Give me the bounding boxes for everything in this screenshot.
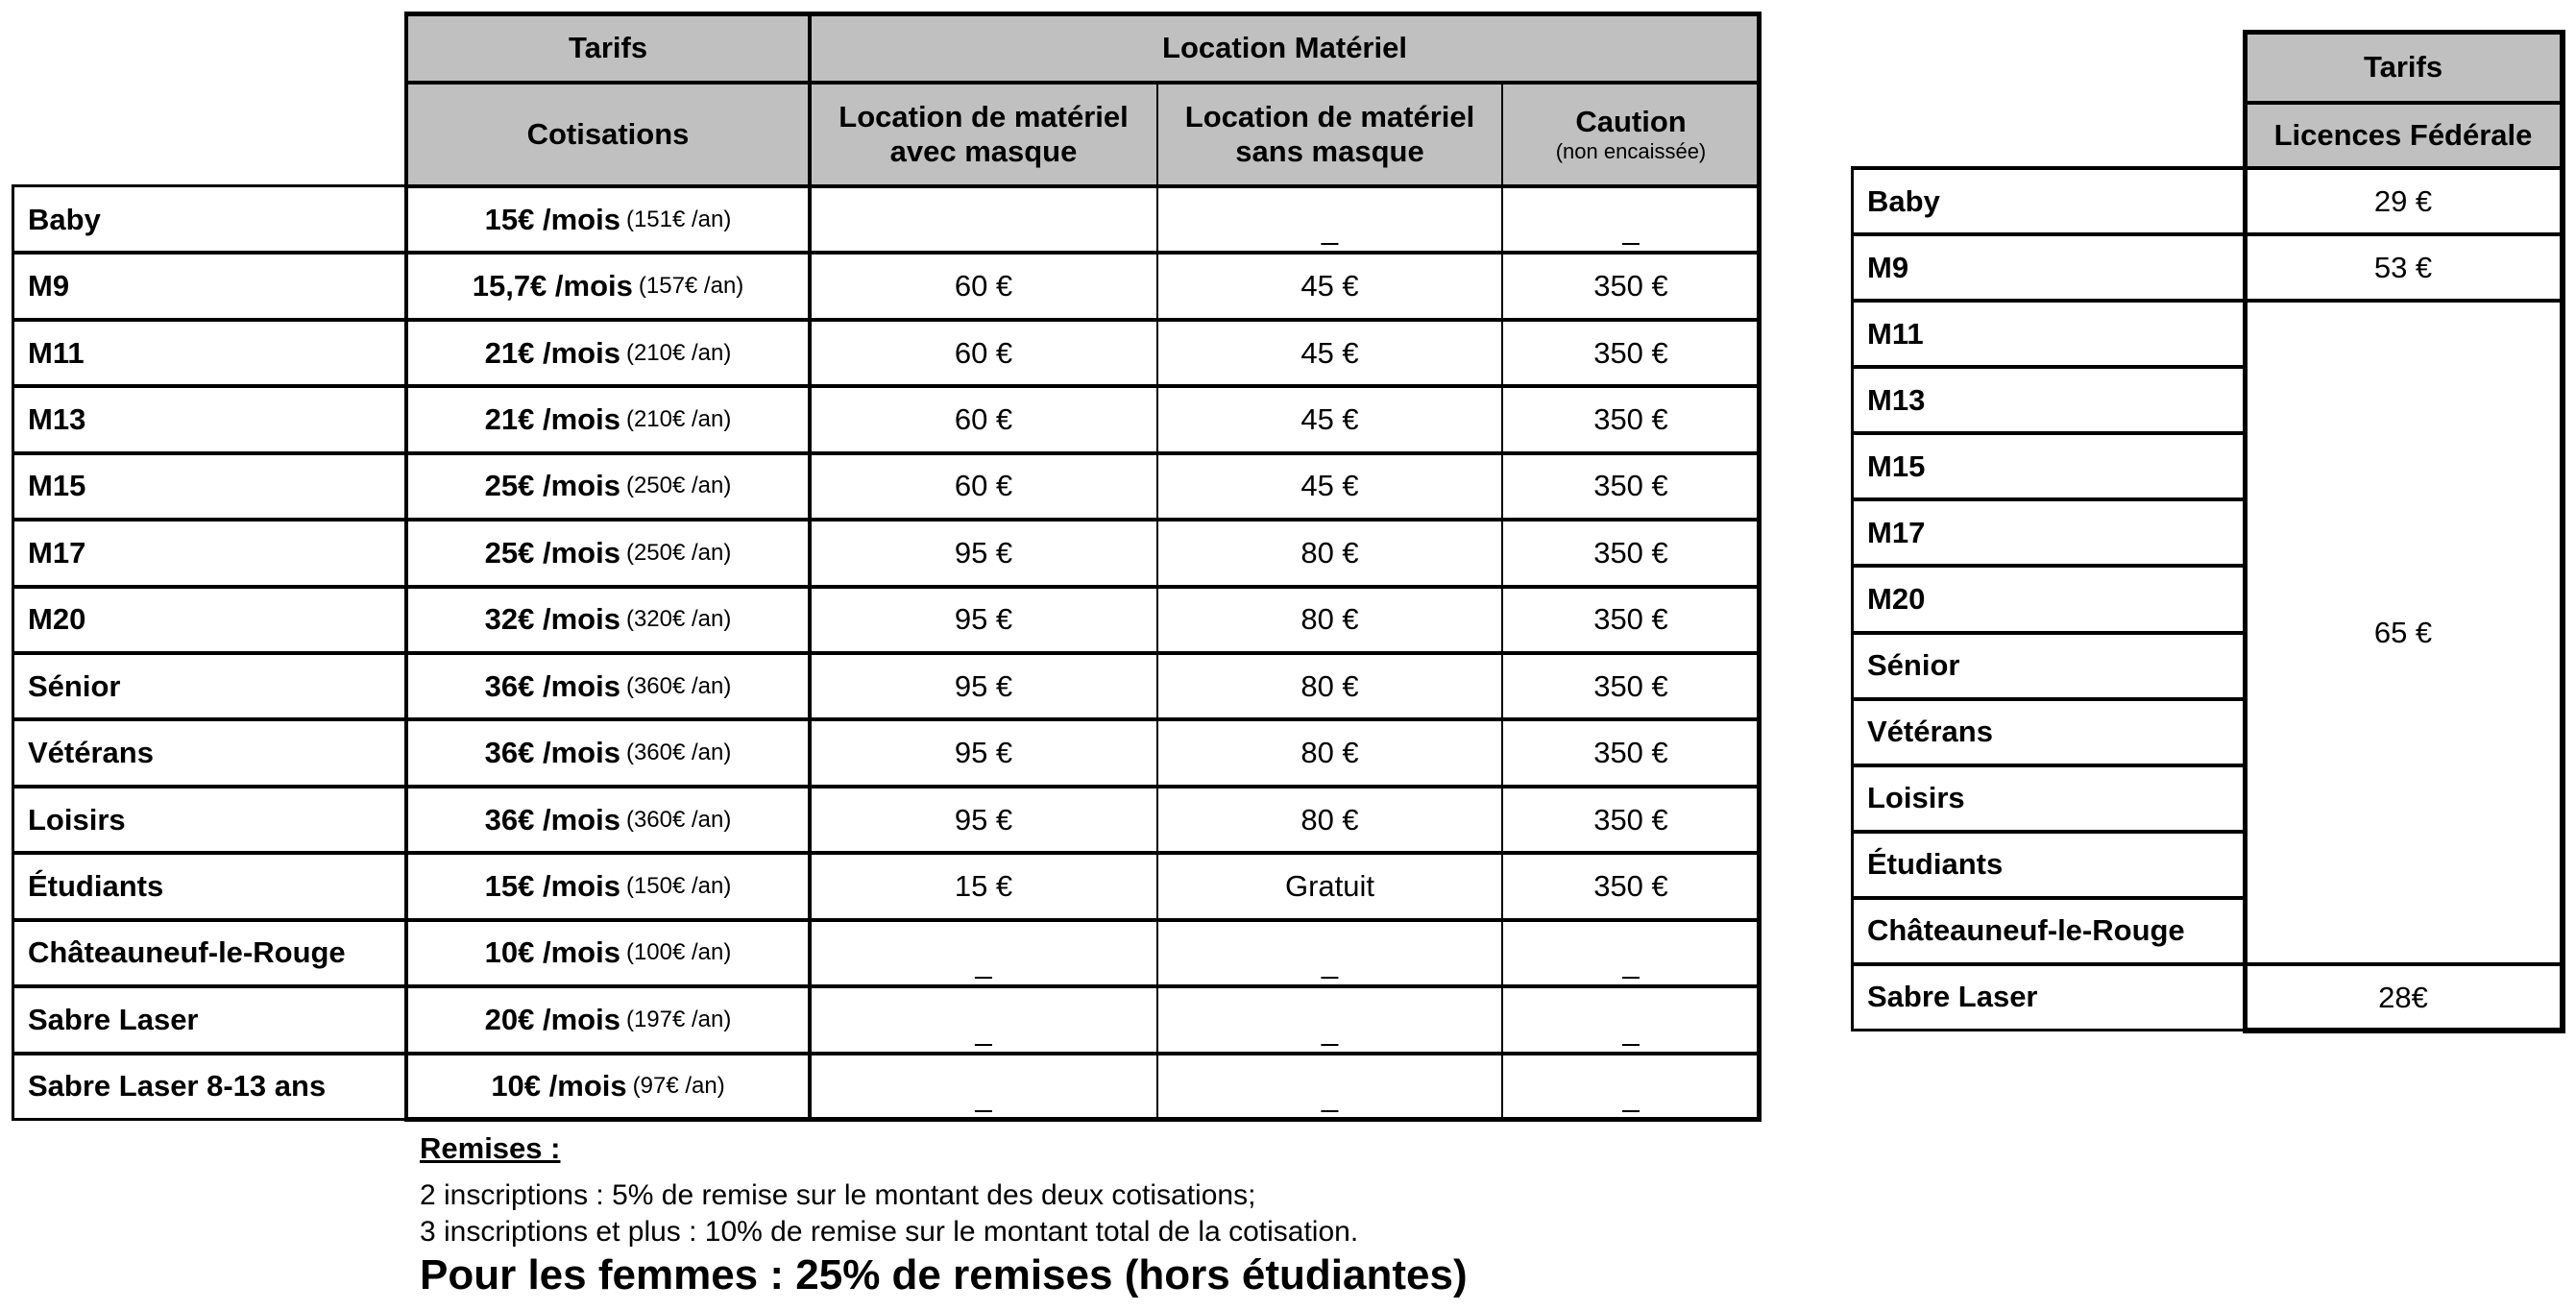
licence-row-category: M20 [1853,566,2245,632]
row-divider [12,318,1762,322]
remise-femmes: Pour les femmes : 25% de remises (hors étudiantes) [420,1251,1468,1298]
cotisation-cell [406,920,810,986]
cotisation-annual: (151€ /an) [625,206,732,232]
location-avec-masque-cell: 60 € [810,386,1157,452]
cotisation-cell [406,320,810,386]
location-sans-masque-cell: _ [1157,186,1502,253]
location-avec-masque-cell: 15 € [810,853,1157,919]
location-avec-masque-cell [810,186,1157,253]
border-right [2560,30,2565,1033]
row-divider [12,1052,1762,1055]
border-bottom [404,1117,1762,1122]
location-sans-masque-cell: 45 € [1157,453,1502,520]
header-sans-masque: Location de matériel sans masque [1157,83,1502,186]
row-category: Sénior [13,653,406,719]
location-sans-masque-cell: _ [1157,986,1502,1053]
row-divider [12,984,1762,988]
licence-row-category: Vétérans [1853,699,2245,765]
row-divider [12,251,1762,255]
cotisation-cell [406,253,810,319]
row-category: Vétérans [13,719,406,786]
location-sans-masque-cell: 80 € [1157,719,1502,786]
grid-line [404,184,1762,188]
cotisation-monthly: 32€ /mois [484,602,620,637]
border-bottom [2243,1028,2564,1033]
location-avec-masque-cell: 95 € [810,787,1157,853]
row-divider [12,785,1762,788]
location-sans-masque-cell: _ [1157,920,1502,986]
location-sans-masque-cell: 80 € [1157,520,1502,586]
row-divider [1851,962,2564,966]
location-sans-masque-cell: 45 € [1157,253,1502,319]
border-top [404,12,1762,16]
cotisation-cell [406,853,810,919]
caution-cell: _ [1502,986,1760,1053]
location-avec-masque-cell: _ [810,1054,1157,1120]
row-category: Châteauneuf-le-Rouge [13,920,406,986]
border-bottom [1851,1029,2245,1031]
cotisation-annual: (97€ /an) [632,1073,725,1100]
row-divider [12,717,1762,721]
cotisation-cell [406,653,810,719]
licence-row-category: M17 [1853,499,2245,566]
cotisation-annual: (197€ /an) [625,1006,732,1032]
border-left [12,184,14,1121]
row-divider [12,918,1762,922]
caution-cell: _ [1502,1054,1760,1120]
cotisation-annual: (320€ /an) [625,606,732,633]
licence-row-category: M11 [1853,301,2245,367]
licence-row-category: Baby [1853,168,2245,234]
row-divider [1851,365,2247,369]
cotisation-monthly: 20€ /mois [484,1002,620,1036]
cotisation-monthly: 21€ /mois [484,401,620,436]
cotisation-monthly: 15€ /mois [484,202,620,236]
remise-two-inscriptions: 2 inscriptions : 5% de remise sur le montant des deux cotisations; [420,1179,1256,1211]
cotisation-cell [406,386,810,452]
caution-cell: 350 € [1502,853,1760,919]
cotisation-monthly: 36€ /mois [484,668,620,703]
grid-line [404,81,1762,85]
cotisation-annual: (250€ /an) [625,473,732,499]
cotisation-annual: (360€ /an) [625,672,732,699]
cotisation-annual: (250€ /an) [625,539,732,566]
caution-cell: 350 € [1502,253,1760,319]
caution-cell: _ [1502,186,1760,253]
licences-header-licences-federale: Licences Fédérale [2245,103,2562,168]
location-sans-masque-cell: 80 € [1157,787,1502,853]
cotisation-monthly: 15€ /mois [484,868,620,903]
caution-note: (non encaissée) [1555,139,1707,163]
row-category: M17 [13,520,406,586]
row-divider [12,651,1762,655]
row-category: M13 [13,386,406,452]
row-divider [12,451,1762,455]
caution-cell: 350 € [1502,320,1760,386]
row-category: Sabre Laser [13,986,406,1053]
border-top [2243,30,2564,35]
row-divider [1851,431,2247,435]
row-divider [1851,232,2564,236]
cotisation-cell [406,986,810,1053]
caution-cell: _ [1502,920,1760,986]
row-divider [1851,764,2247,767]
location-sans-masque-cell: Gratuit [1157,853,1502,919]
row-divider [1851,497,2247,501]
remise-three-inscriptions: 3 inscriptions et plus : 10% de remise sur le montant total de la cotisation. [420,1216,1359,1248]
row-category: Sabre Laser 8-13 ans [13,1054,406,1120]
row-divider [12,585,1762,589]
cotisation-cell [406,1054,810,1120]
location-avec-masque-cell: 60 € [810,453,1157,520]
column-divider [1156,83,1158,1120]
row-divider [12,518,1762,522]
licence-row-category: Châteauneuf-le-Rouge [1853,898,2245,964]
header-avec-masque: Location de matériel avec masque [810,83,1157,186]
location-sans-masque-cell: 45 € [1157,320,1502,386]
location-sans-masque-cell: 45 € [1157,386,1502,452]
row-category: M15 [13,453,406,520]
licence-price-m11-to-chateauneuf: 65 € [2245,301,2562,964]
header-location-materiel: Location Matériel [810,13,1760,83]
licence-row-category: M9 [1853,234,2245,301]
licence-price-m9: 53 € [2245,234,2562,301]
licence-row-category: Étudiants [1853,832,2245,898]
cotisation-annual: (150€ /an) [625,872,732,899]
row-category: Baby [13,186,406,253]
licence-price-sabre-laser: 28€ [2245,964,2562,1031]
header-tarifs: Tarifs [406,13,810,83]
location-sans-masque-cell: 80 € [1157,587,1502,653]
remises-title: Remises : [420,1131,561,1165]
cotisation-annual: (100€ /an) [625,939,732,966]
grid-line [2243,101,2564,105]
header-caution [1502,83,1760,186]
row-category: M9 [13,253,406,319]
location-avec-masque-cell: 60 € [810,320,1157,386]
column-divider [808,12,812,1122]
caution-cell: 350 € [1502,386,1760,452]
caution-cell: 350 € [1502,719,1760,786]
licence-row-category: Sabre Laser [1853,964,2245,1031]
cotisation-cell [406,719,810,786]
location-avec-masque-cell: 95 € [810,719,1157,786]
location-avec-masque-cell: 95 € [810,587,1157,653]
column-divider [1501,83,1503,1120]
licence-row-category: Loisirs [1853,765,2245,832]
column-divider [2243,30,2248,1033]
cotisation-annual: (210€ /an) [625,405,732,432]
cotisation-annual: (360€ /an) [625,740,732,766]
licence-row-category: M13 [1853,367,2245,433]
cotisation-cell [406,186,810,253]
caution-cell: 350 € [1502,453,1760,520]
cotisation-monthly: 36€ /mois [484,802,620,837]
cotisation-monthly: 21€ /mois [484,335,620,370]
caution-cell: 350 € [1502,520,1760,586]
remises-notes [420,1129,1860,1300]
cotisation-cell [406,787,810,853]
grid-line [12,184,406,187]
caution-cell: 350 € [1502,587,1760,653]
grid-line [1851,166,2564,170]
cotisation-cell [406,587,810,653]
row-divider [1851,299,2564,303]
row-category: Étudiants [13,853,406,919]
cotisation-annual: (157€ /an) [638,273,744,300]
cotisation-monthly: 25€ /mois [484,535,620,570]
row-divider [1851,896,2247,900]
caution-label: Caution [1575,105,1687,138]
location-sans-masque-cell: _ [1157,1054,1502,1120]
row-divider [1851,631,2247,635]
licence-row-category: Sénior [1853,633,2245,699]
row-category: Loisirs [13,787,406,853]
cotisation-annual: (210€ /an) [625,339,732,366]
location-avec-masque-cell: 95 € [810,520,1157,586]
cotisation-monthly: 15,7€ /mois [472,269,633,303]
border-bottom [12,1118,406,1121]
licences-header-tarifs: Tarifs [2245,32,2562,103]
location-avec-masque-cell: _ [810,986,1157,1053]
cotisation-monthly: 36€ /mois [484,736,620,770]
header-cotisations: Cotisations [406,83,810,186]
cotisation-monthly: 10€ /mois [484,935,620,970]
row-divider [1851,697,2247,701]
row-divider [1851,830,2247,834]
location-avec-masque-cell: 60 € [810,253,1157,319]
cotisation-cell [406,520,810,586]
row-category: M11 [13,320,406,386]
row-divider [12,851,1762,855]
row-divider [1851,564,2247,568]
location-avec-masque-cell: _ [810,920,1157,986]
cotisation-monthly: 10€ /mois [491,1069,627,1104]
row-category: M20 [13,587,406,653]
row-divider [12,384,1762,388]
column-divider [404,12,408,1122]
location-sans-masque-cell: 80 € [1157,653,1502,719]
border-left [1851,166,1854,1031]
cotisation-annual: (360€ /an) [625,806,732,833]
border-right [1757,12,1762,1122]
location-avec-masque-cell: 95 € [810,653,1157,719]
licence-row-category: M15 [1853,433,2245,499]
caution-cell: 350 € [1502,787,1760,853]
caution-cell: 350 € [1502,653,1760,719]
licence-price-baby: 29 € [2245,168,2562,234]
cotisation-monthly: 25€ /mois [484,469,620,503]
cotisation-cell [406,453,810,520]
